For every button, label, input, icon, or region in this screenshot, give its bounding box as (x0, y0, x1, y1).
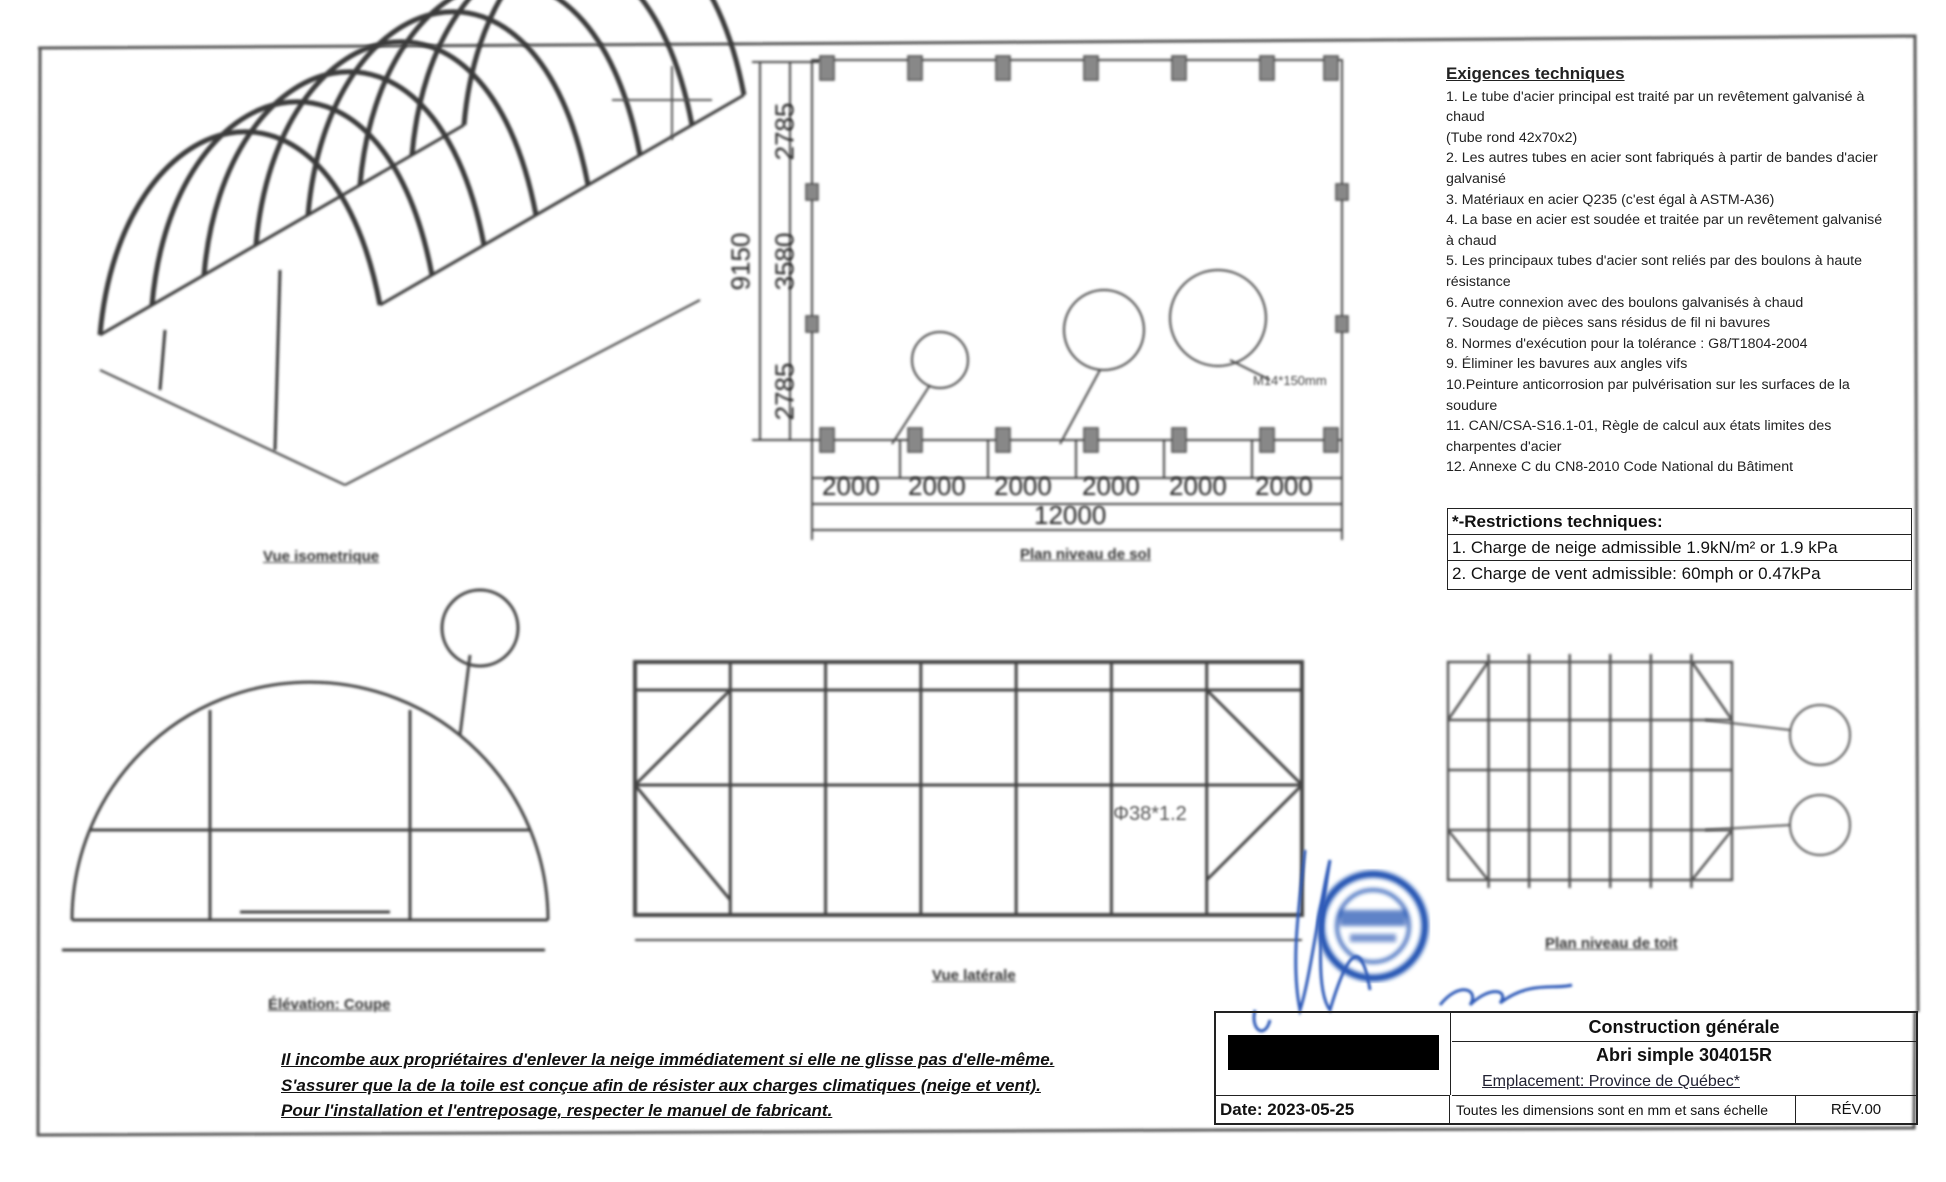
section-caption: Élévation: Coupe (268, 996, 391, 1013)
roof-brace (1448, 662, 1488, 720)
roof-brace (1448, 830, 1488, 880)
requirement-line: 2. Les autres tubes en acier sont fabriqués à partir de bandes d'acier (1446, 150, 1878, 167)
requirement-line: 4. La base en acier est soudée et traitée par un revêtement galvanisé (1446, 212, 1883, 229)
roof-brace (1692, 830, 1732, 880)
requirement-line: galvanisé (1446, 170, 1506, 187)
side-brace (635, 785, 730, 900)
owner-notes (281, 1047, 1054, 1124)
requirement-line: soudure (1446, 397, 1498, 414)
tube-note: Φ38*1.2 (1113, 803, 1187, 825)
purlin (380, 95, 744, 305)
snow-load-restriction: 1. Charge de neige admissible 1.9kN/m² or 1.9 kPa (1448, 534, 1911, 560)
side-brace (1207, 785, 1302, 880)
floor-plan-caption: Plan niveau de sol (1020, 546, 1151, 563)
requirement-line: (Tube rond 42x70x2) (1446, 129, 1578, 146)
arch-frame (152, 102, 432, 305)
requirement-line: 10.Peinture anticorrosion par pulvérisation sur les surfaces de la (1446, 376, 1850, 393)
title-block (1214, 1011, 1918, 1125)
arch-frame (256, 42, 536, 245)
arch-frame (100, 132, 380, 335)
requirement-line: 7. Soudage de pièces sans résidus de fil ni bavures (1446, 315, 1771, 332)
post-marker (1260, 56, 1274, 80)
side-view-caption: Vue latérale (932, 967, 1016, 984)
requirement-line: 8. Normes d'exécution pour la tolérance : G8/T1804-2004 (1446, 335, 1808, 352)
door-post (160, 330, 165, 390)
bay-dim-5: 2000 (1169, 471, 1227, 501)
note-snow-removal: Il incombe aux propriétaires d'enlever la neige immédiatement si elle ne glisse pas d'elle-même. (281, 1050, 1055, 1069)
company-name: Construction générale (1452, 1013, 1916, 1042)
roof-plan (1448, 654, 1732, 888)
post-marker (1084, 428, 1098, 452)
title-block-logo-cell (1216, 1013, 1451, 1095)
redacted-area (1228, 1035, 1439, 1070)
post-marker (996, 56, 1010, 80)
purlin (100, 125, 464, 335)
side-dim-mid: 3580 (769, 232, 800, 291)
requirements-title: Exigences techniques (1446, 64, 1625, 83)
requirement-line: à chaud (1446, 232, 1497, 249)
anchor-note: M14*150mm (1253, 373, 1327, 388)
side-dim-bottom: 2785 (769, 362, 800, 421)
requirement-line: 12. Annexe C du CN8-2010 Code National du Bâtiment (1446, 459, 1794, 476)
note-climate-loads: S'assurer que la de la toile est conçue afin de résister aux charges climatiques (neige et vent). (281, 1075, 1041, 1095)
requirement-line: chaud (1446, 109, 1485, 126)
location: Emplacement: Province de Québec* (1482, 1073, 1740, 1090)
post-marker (806, 316, 818, 332)
door-post (275, 270, 280, 450)
dimensions-note: Toutes les dimensions sont en mm et sans échelle (1452, 1095, 1796, 1123)
bay-dim-6: 2000 (1255, 471, 1313, 501)
revision: RÉV.00 (1796, 1095, 1916, 1124)
side-brace (1207, 690, 1302, 785)
requirement-line: 11. CAN/CSA-S16.1-01, Règle de calcul aux états limites des (1446, 418, 1832, 435)
product-name: Abri simple 304015R (1595, 1045, 1773, 1065)
total-length-dim: 12000 (1034, 500, 1107, 530)
post-marker (1324, 428, 1338, 452)
isometric-view (100, 0, 744, 485)
requirement-line: 3. Matériaux en acier Q235 (c'est égal à ASTM-A36) (1446, 191, 1775, 208)
post-marker (1084, 56, 1098, 80)
requirement-line: 9. Éliminer les bavures aux angles vifs (1446, 356, 1688, 373)
approval-stamp (1321, 874, 1425, 978)
post-marker (996, 428, 1010, 452)
wind-load-restriction: 2. Charge de vent admissible: 60mph or 0.47kPa (1448, 560, 1911, 586)
side-dim-top: 2785 (769, 102, 800, 161)
base-rail (100, 370, 345, 485)
post-marker (908, 428, 922, 452)
technical-requirements (1446, 64, 1916, 478)
post-marker (1260, 428, 1274, 452)
post-marker (820, 56, 834, 80)
post-marker (1172, 428, 1186, 452)
requirements-list (1446, 87, 1916, 478)
bay-dim-1: 2000 (822, 471, 880, 501)
restrictions-title: *-Restrictions techniques: (1452, 512, 1663, 531)
drawing-date: Date: 2023-05-25 (1216, 1095, 1450, 1123)
roof-plan-caption: Plan niveau de toit (1545, 935, 1678, 952)
floor-plan (752, 60, 1342, 540)
arch-frame (464, 0, 744, 125)
side-brace (635, 690, 730, 785)
post-marker (820, 428, 834, 452)
floor-plan-posts (806, 56, 1348, 452)
post-marker (1172, 56, 1186, 80)
post-marker (1336, 184, 1348, 200)
requirement-line: 5. Les principaux tubes d'acier sont reliés par des boulons à haute (1446, 253, 1862, 270)
post-marker (806, 184, 818, 200)
requirement-line: 6. Autre connexion avec des boulons galvanisés à chaud (1446, 294, 1804, 311)
post-marker (908, 56, 922, 80)
section-elevation (62, 590, 548, 950)
note-installation: Pour l'installation et l'entreposage, respecter le manuel de fabricant. (281, 1101, 833, 1120)
requirement-line: charpentes d'acier (1446, 438, 1562, 455)
bay-dim-3: 2000 (994, 471, 1052, 501)
requirement-line: 1. Le tube d'acier principal est traité par un revêtement galvanisé à (1446, 88, 1865, 105)
bay-dim-4: 2000 (1082, 471, 1140, 501)
roof-brace (1692, 662, 1732, 720)
post-marker (1336, 316, 1348, 332)
arch-frame (204, 72, 484, 275)
base-rail (345, 300, 700, 485)
bay-dim-2: 2000 (908, 471, 966, 501)
post-marker (1324, 56, 1338, 80)
side-view (635, 662, 1302, 940)
isometric-caption: Vue isometrique (263, 548, 380, 565)
total-width-dim: 9150 (725, 232, 756, 291)
arch-frame (308, 12, 588, 215)
requirement-line: résistance (1446, 273, 1511, 290)
side-frame (635, 662, 1302, 915)
roof-details (1705, 705, 1850, 855)
technical-restrictions-box (1447, 508, 1912, 590)
